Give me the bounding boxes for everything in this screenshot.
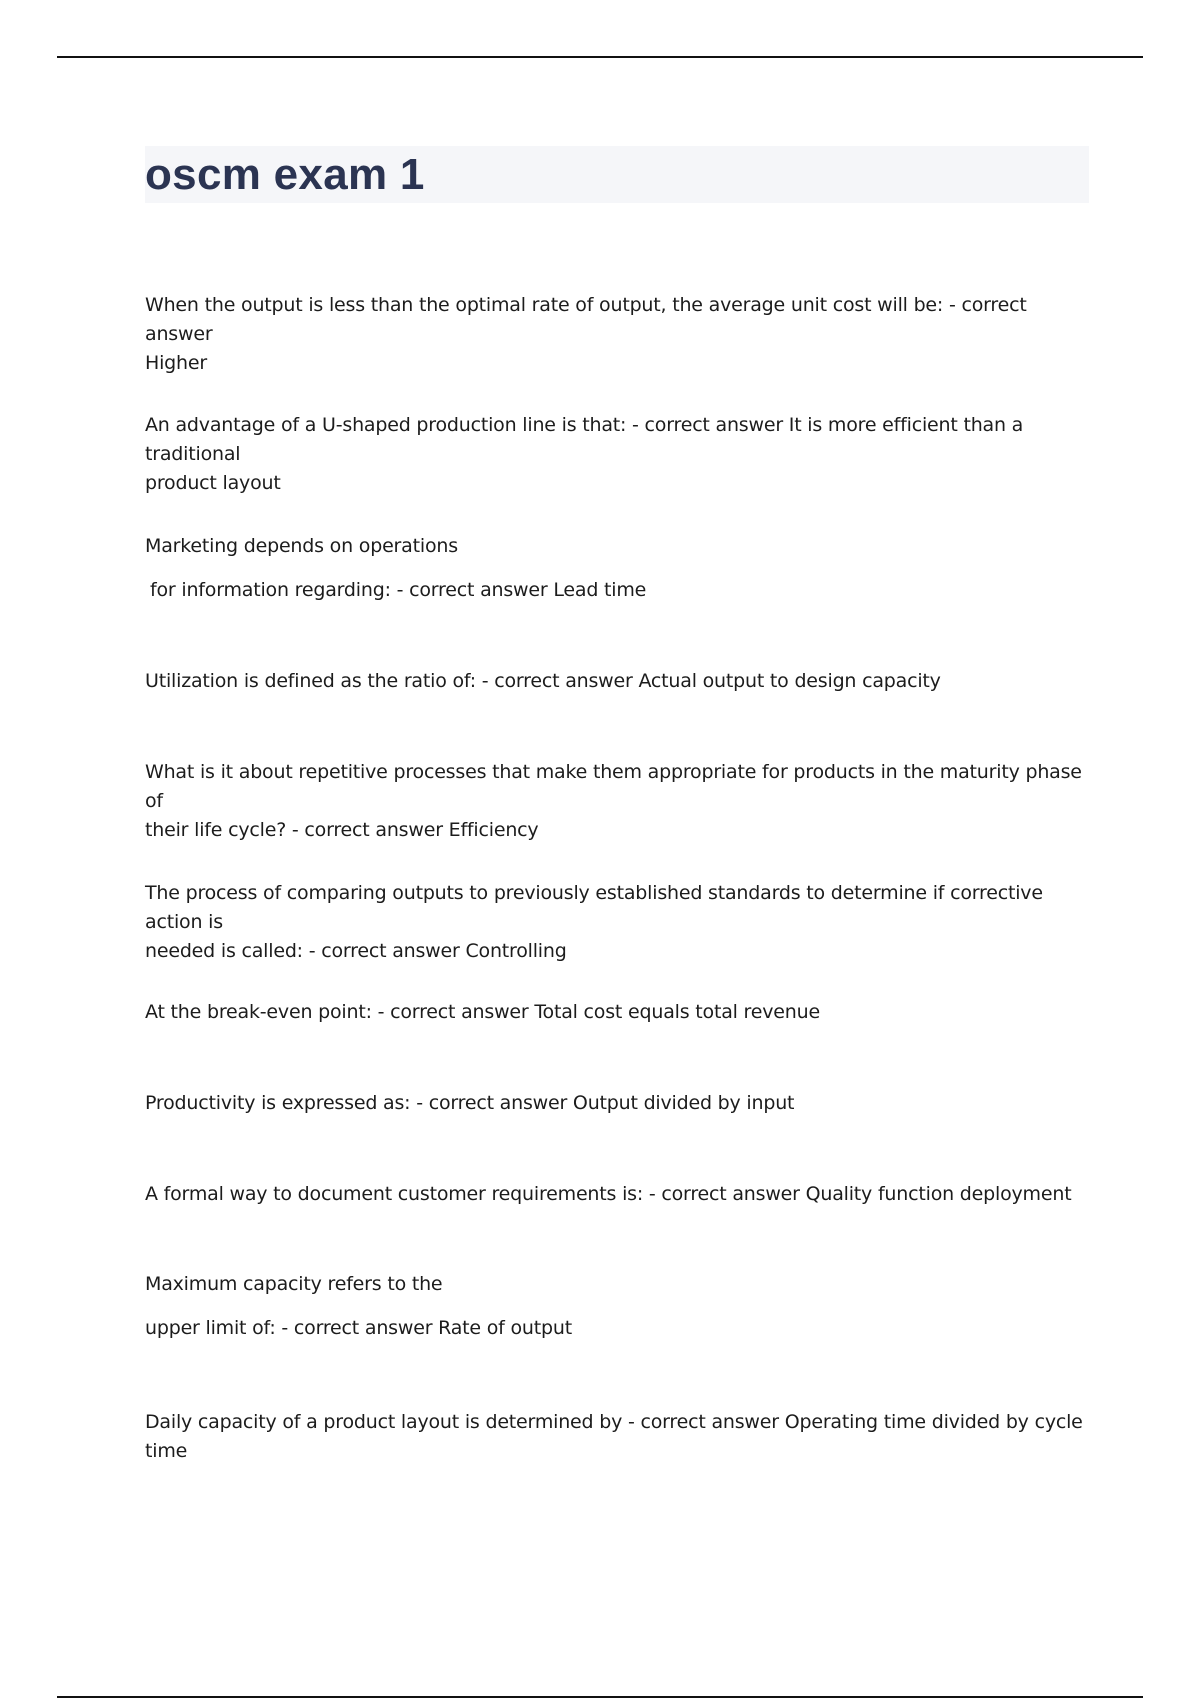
question-line: An advantage of a U-shaped production line is that: - correct answer It is more efficient than a traditional bbox=[145, 414, 1024, 465]
question-line: needed is called: - correct answer Controlling bbox=[145, 940, 567, 962]
question-line: product layout bbox=[145, 472, 281, 494]
question-line: upper limit of: - correct answer Rate of output bbox=[145, 1317, 572, 1339]
question-line: A formal way to document customer requirements is: - correct answer Quality function deployment bbox=[145, 1183, 1072, 1205]
question-line: When the output is less than the optimal rate of output, the average unit cost will be: - correct answer bbox=[145, 294, 1027, 345]
qa-item bbox=[145, 1270, 1095, 1343]
bottom-rule bbox=[57, 1696, 1143, 1698]
qa-item bbox=[145, 411, 1095, 498]
page-title: oscm exam 1 bbox=[145, 150, 425, 199]
question-line: What is it about repetitive processes that make them appropriate for products in the maturity phase of bbox=[145, 761, 1082, 812]
question-line: Productivity is expressed as: - correct answer Output divided by input bbox=[145, 1092, 795, 1114]
top-rule bbox=[57, 56, 1143, 58]
qa-item bbox=[145, 998, 1095, 1027]
qa-item bbox=[145, 291, 1095, 378]
qa-item bbox=[145, 667, 1095, 696]
question-line: The process of comparing outputs to previously established standards to determine if corrective action is bbox=[145, 882, 1043, 933]
qa-item bbox=[145, 1408, 1095, 1466]
qa-item bbox=[145, 879, 1095, 966]
question-line: Higher bbox=[145, 352, 207, 374]
question-line: Marketing depends on operations bbox=[145, 535, 458, 557]
qa-item bbox=[145, 758, 1095, 845]
question-line: At the break-even point: - correct answer Total cost equals total revenue bbox=[145, 1001, 820, 1023]
question-line: their life cycle? - correct answer Efficiency bbox=[145, 819, 539, 841]
line-gap bbox=[145, 1299, 1095, 1314]
question-line: for information regarding: - correct answer Lead time bbox=[150, 579, 647, 601]
line-gap bbox=[145, 561, 1095, 576]
qa-item bbox=[145, 1089, 1095, 1118]
qa-item bbox=[145, 1180, 1095, 1209]
question-line: Daily capacity of a product layout is determined by - correct answer Operating time divided by cycle time bbox=[145, 1411, 1083, 1462]
question-line: Maximum capacity refers to the bbox=[145, 1273, 443, 1295]
qa-item bbox=[145, 532, 1095, 605]
question-line: Utilization is defined as the ratio of: - correct answer Actual output to design capacity bbox=[145, 670, 941, 692]
